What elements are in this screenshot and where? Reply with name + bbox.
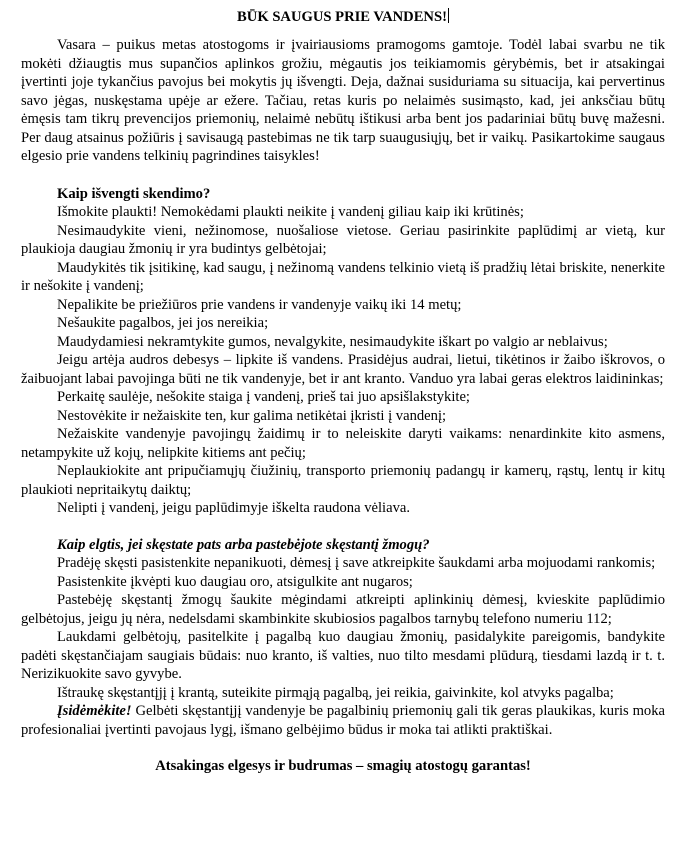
list-item: Laukdami gelbėtojų, pasitelkite į pagalbą kuo daugiau žmonių, pasidalykite pareigomis, bandykite padėti skęstančiajam saugiais būdais: nuo kranto, iš valties, nuo tilto mesdami plūdurą, tiesdami lazdą ir t. t. Nerizikuokite savo gyvybe.: [21, 629, 665, 682]
important-note-text: Gelbėti skęstantįjį vandenyje be pagalbinių priemonių gali tik geras plaukikas, kuris moka profesionaliai įvertinti pavojaus lygį, išmano gelbėjimo būdus ir moka tai atlikti praktiškai.: [21, 703, 665, 738]
list-item: Nestovėkite ir nežaiskite ten, kur galima netikėtai įkristi į vandenį;: [57, 407, 447, 424]
list-item: Maudydamiesi nekramtykite gumos, nevalgykite, nesimaudykite iškart po valgio ar neblaivus;: [57, 333, 608, 350]
list-item: Perkaitę saulėje, nešokite staiga į vandenį, prieš tai juo apsišlakstykite;: [57, 389, 470, 405]
document-title: [21, 8, 665, 26]
list-item: Pastebėję skęstantį žmogų šaukite mėgindami atkreipti aplinkinių dėmesį, kvieskite paplūdimio gelbėtojus, jeigu jų nėra, nedelsdami skambinkite skubiosios pagalbos tarnybų telefono numeriu 112;: [21, 592, 665, 627]
list-item: Nepalikite be priežiūros prie vandens ir vandenyje vaikų iki 14 metų;: [57, 296, 462, 313]
list-item: Pasistenkite įkvėpti kuo daugiau oro, atsigulkite ant nugaros;: [57, 573, 413, 590]
list-item: Ištraukę skęstantįjį į krantą, suteikite pirmąją pagalbą, jei reikia, gaivinkite, kol atvyks pagalba;: [57, 684, 614, 701]
intro-paragraph: Vasara – puikus metas atostogoms ir įvairiausioms pramogoms gamtoje. Todėl labai svarbu ne tik mokėti džiaugtis mus supančios aplinkos grožiu, mėgautis jos teikiamomis gėrybėmis, bet ir atsakingai įvertinti joje tykančius pavojus bei mokytis jų išvengti. Deja, dažnai susiduriama su situacija, kai pervertinus savo jėgas, nuskęstama upėje ar ežere. Tačiau, retas kuris po nelaimės susimąsto, kad, jei anksčiau būtų ėmęsis tam tikrų prevencijos priemonių, nelaimė nebūtų ištikusi arba bent jos padariniai būtų buvę mažesni. Per daug atsainus požiūris į savisaugą pastebimas ne tik tarp suaugusiųjų, bet ir vaikų. Pasikartokime saugaus elgesio prie vandens telkinių pagrindines taisykles!: [21, 37, 665, 164]
list-item: Nesimaudykite vieni, nežinomose, nuošaliose vietose. Geriau pasirinkite paplūdimį ar vietą, kur plaukioja daugiau žmonių ir yra budintys gelbėtojai;: [21, 222, 665, 257]
section-heading-rescue: Kaip elgtis, jei skęstate pats arba pastebėjote skęstantį žmogų?: [57, 536, 430, 553]
text-cursor: [448, 8, 449, 23]
list-item: Nešaukite pagalbos, jei jos nereikia;: [57, 315, 269, 331]
title-text: BŪK SAUGUS PRIE VANDENS!: [237, 9, 447, 25]
list-item: Nežaiskite vandenyje pavojingų žaidimų ir to neleiskite daryti vaikams: nenardinkite kito asmens, netampykite už kojų, nelipkite kitiems ant pečių;: [21, 426, 665, 461]
list-item: Pradėję skęsti pasistenkite nepanikuoti, dėmesį į save atkreipkite šaukdami arba mojuodami rankomis;: [57, 555, 656, 571]
important-note: [21, 702, 665, 739]
list-item: Neplaukiokite ant pripučiamųjų čiužinių, transporto priemonių padangų ir kamerų, rąstų, lentų ir kitų plaukioti nepritaikytų daiktų;: [21, 463, 665, 498]
section-spacer: [21, 518, 665, 536]
list-item: Maudykitės tik įsitikinę, kad saugu, į nežinomą vandens telkinio vietą iš pradžių lėtai briskite, nenerkite ir nešokite į vandenį;: [21, 259, 665, 294]
important-note-lead: Įsidėmėkite!: [57, 703, 132, 719]
list-item: Išmokite plaukti! Nemokėdami plaukti neikite į vandenį giliau kaip iki krūtinės;: [57, 204, 524, 220]
section-heading-avoid-drowning: Kaip išvengti skendimo?: [57, 185, 211, 202]
list-item: Nelipti į vandenį, jeigu paplūdimyje iškelta raudona vėliava.: [57, 500, 410, 516]
list-item: Jeigu artėja audros debesys – lipkite iš vandens. Prasidėjus audrai, lietui, tikėtinos ir žaibo iškrovos, o žaibuojant labai pavojinga būti ne tik vandenyje, bet ir ant kranto. Vanduo yra labai geras elektros laidininkas;: [21, 352, 665, 387]
closing-line: Atsakingas elgesys ir budrumas – smagių atostogų garantas!: [155, 758, 531, 774]
